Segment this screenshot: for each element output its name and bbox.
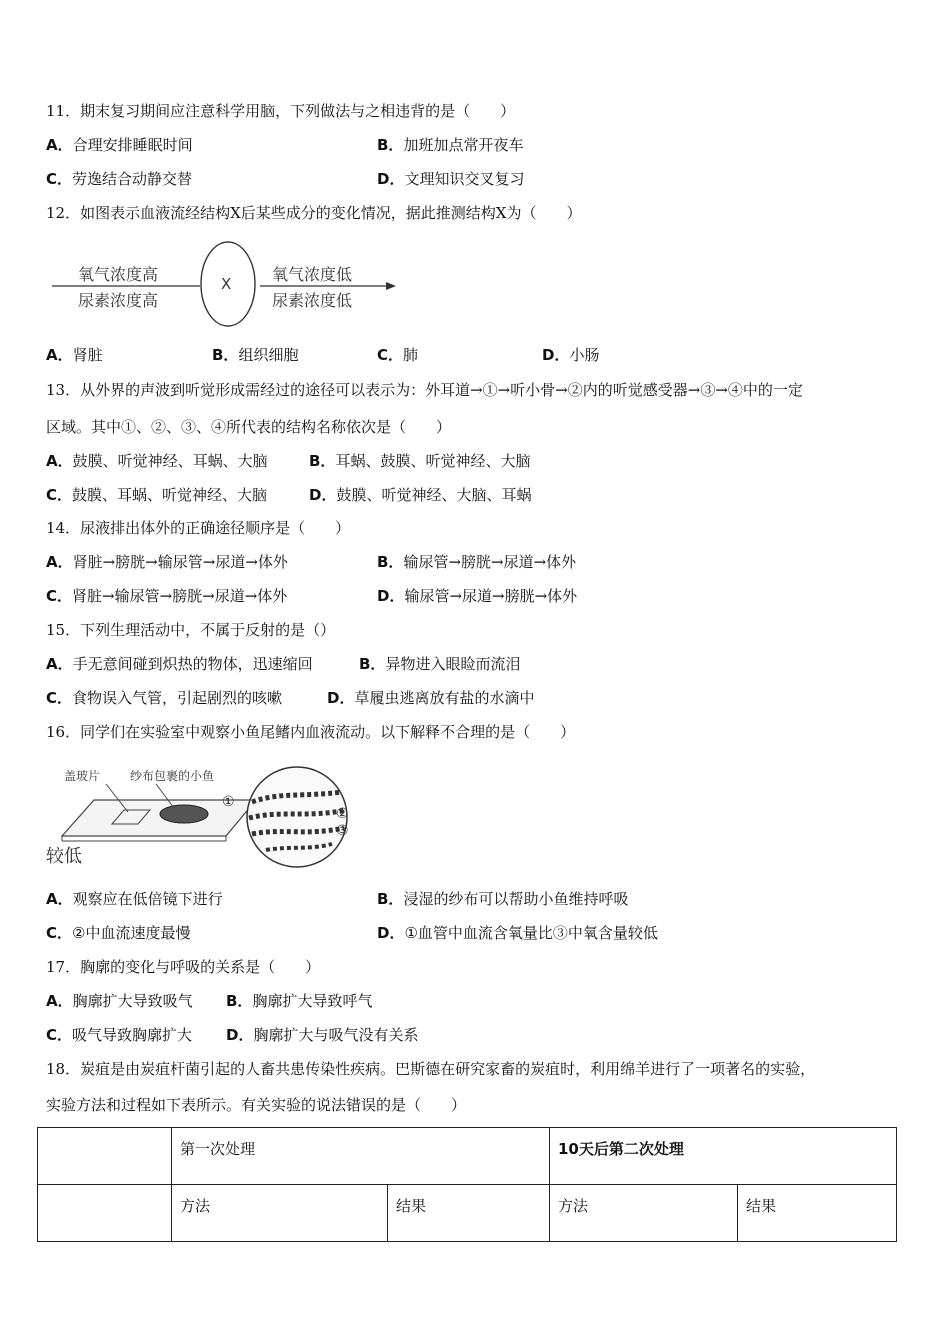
q12-option-b: B．组织细胞 xyxy=(212,346,299,364)
q13-stem-line1: 13．从外界的声波到听觉形成需经过的途径可以表示为：外耳道→①→听小骨→②内的听觉感受器→③→④中的一定 xyxy=(46,381,803,399)
q11-option-c: C．劳逸结合动静交替 xyxy=(46,170,193,188)
q16-label-coverslip: 盖玻片 xyxy=(64,769,101,783)
q12-right-bottom: 尿素浓度低 xyxy=(272,291,353,310)
q14-option-b: B．输尿管→膀胱→尿道→体外 xyxy=(377,553,577,571)
table-row xyxy=(38,1128,897,1185)
q12-option-d: D．小肠 xyxy=(542,346,600,364)
q16-option-a: A．观察应在低倍镜下进行 xyxy=(46,890,223,908)
table-cell-method-2: 方法 xyxy=(550,1185,738,1242)
q15-option-b: B．异物进入眼睑而流泪 xyxy=(359,655,521,673)
q12-stem: 12．如图表示血液流经结构X后某些成分的变化情况，据此推测结构X为（ ） xyxy=(46,204,582,222)
q15-option-c: C．食物误入气管，引起剧烈的咳嗽 xyxy=(46,689,283,707)
q17-stem: 17．胸廓的变化与呼吸的关系是（ ） xyxy=(46,958,321,976)
q14-option-d: D．输尿管→尿道→膀胱→体外 xyxy=(377,587,578,605)
q16-mark-1: ① xyxy=(222,794,235,810)
q15-stem: 15．下列生理活动中，不属于反射的是（） xyxy=(46,621,336,639)
q13-option-a: A．鼓膜、听觉神经、耳蜗、大脑 xyxy=(46,452,268,470)
q12-left-bottom: 尿素浓度高 xyxy=(78,291,159,310)
q16-mark-2: ② xyxy=(336,806,349,822)
table-cell-result-2: 结果 xyxy=(738,1185,897,1242)
table-cell-method-1: 方法 xyxy=(172,1185,388,1242)
q12-option-a: A．肾脏 xyxy=(46,346,103,364)
q11-stem: 11．期末复习期间应注意科学用脑，下列做法与之相违背的是（ ） xyxy=(46,102,516,120)
q17-option-b: B．胸廓扩大导致呼气 xyxy=(226,992,373,1010)
q18-table xyxy=(37,1127,897,1242)
q18-stem-line1: 18．炭疽是由炭疽杆菌引起的人畜共患传染性疾病。巴斯德在研究家畜的炭疽时，利用绵羊进行了一项著名的实验， xyxy=(46,1060,816,1078)
q16-view-circle xyxy=(247,767,347,867)
q17-option-d: D．胸廓扩大与吸气没有关系 xyxy=(226,1026,419,1044)
q13-option-c: C．鼓膜、耳蜗、听觉神经、大脑 xyxy=(46,486,268,504)
q12-right-top: 氧气浓度低 xyxy=(272,265,353,284)
q17-option-c: C．吸气导致胸廓扩大 xyxy=(46,1026,193,1044)
q14-stem: 14．尿液排出体外的正确途径顺序是（ ） xyxy=(46,519,351,537)
q16-caption: 较低 xyxy=(46,846,82,867)
q17-option-a: A．胸廓扩大导致吸气 xyxy=(46,992,193,1010)
q11-option-b: B．加班加点常开夜车 xyxy=(377,136,524,154)
table-row xyxy=(38,1185,897,1242)
table-cell-empty xyxy=(38,1185,172,1242)
q13-stem-line2: 区域。其中①、②、③、④所代表的结构名称依次是（ ） xyxy=(46,418,452,436)
q16-label-fish: 纱布包裹的小鱼 xyxy=(130,769,215,783)
q12-arrow-head xyxy=(386,282,396,290)
q16-stem: 16．同学们在实验室中观察小鱼尾鳍内血液流动。以下解释不合理的是（ ） xyxy=(46,723,576,741)
q13-option-b: B．耳蜗、鼓膜、听觉神经、大脑 xyxy=(309,452,531,470)
q14-option-a: A．肾脏→膀胱→输尿管→尿道→体外 xyxy=(46,553,288,571)
q16-figure xyxy=(44,762,364,870)
q18-stem-line2: 实验方法和过程如下表所示。有关实验的说法错误的是（ ） xyxy=(46,1096,467,1114)
table-header-second: 10天后第二次处理 xyxy=(550,1128,897,1185)
q15-option-a: A．手无意间碰到炽热的物体，迅速缩回 xyxy=(46,655,313,673)
q11-option-a: A．合理安排睡眠时间 xyxy=(46,136,193,154)
table-cell-result-1: 结果 xyxy=(388,1185,550,1242)
q15-option-d: D．草履虫逃离放有盐的水滴中 xyxy=(327,689,535,707)
q12-diagram xyxy=(50,240,410,332)
q14-option-c: C．肾脏→输尿管→膀胱→尿道→体外 xyxy=(46,587,288,605)
q16-option-d: D．①血管中血流含氧量比③中氧含量较低 xyxy=(377,924,658,942)
q16-option-c: C．②中血流速度最慢 xyxy=(46,924,191,942)
q16-mark-3: ③ xyxy=(336,823,349,839)
q16-option-b: B．浸湿的纱布可以帮助小鱼维持呼吸 xyxy=(377,890,629,908)
q12-center: X xyxy=(221,275,232,293)
table-header-first: 第一次处理 xyxy=(172,1128,550,1185)
q13-option-d: D．鼓膜、听觉神经、大脑、耳蜗 xyxy=(309,486,532,504)
table-cell-empty xyxy=(38,1128,172,1185)
q16-wrapped-fish xyxy=(160,805,208,823)
q11-option-d: D．文理知识交叉复习 xyxy=(377,170,525,188)
q12-option-c: C．肺 xyxy=(377,346,419,364)
q12-left-top: 氧气浓度高 xyxy=(78,265,159,284)
